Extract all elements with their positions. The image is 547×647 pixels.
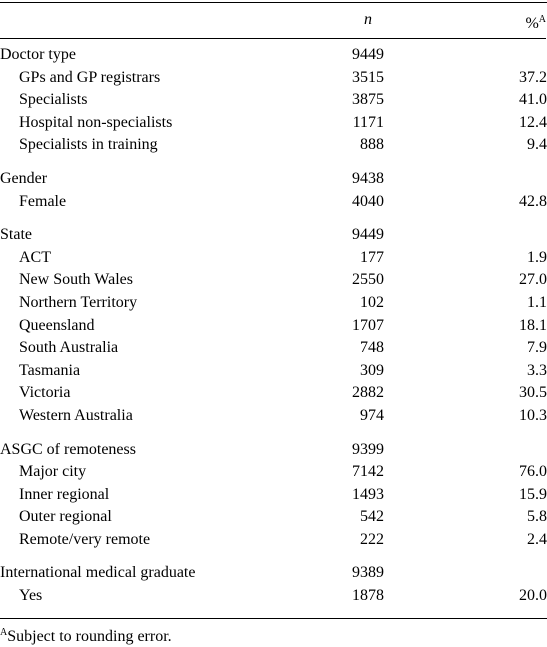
row-label: Female xyxy=(19,192,67,210)
row-n: 1171 xyxy=(352,113,384,131)
spacer-cell xyxy=(384,213,547,224)
spacer-cell xyxy=(0,213,300,224)
percent-label: % xyxy=(525,15,539,32)
section-label: International medical graduate xyxy=(0,564,196,582)
table-row xyxy=(0,405,547,428)
table-row xyxy=(0,585,547,608)
row-label: Queensland xyxy=(19,316,95,334)
section-n: 9399 xyxy=(352,440,384,458)
percent-footnote-marker: A xyxy=(538,14,546,25)
section-header-row xyxy=(0,168,547,191)
row-percent: 2.4 xyxy=(527,530,547,548)
row-percent: 27.0 xyxy=(519,271,547,289)
row-n: 888 xyxy=(360,136,384,154)
header-rule xyxy=(0,38,546,39)
row-percent: 9.4 xyxy=(527,136,547,154)
row-n: 1493 xyxy=(352,485,384,503)
row-label: New South Wales xyxy=(19,271,133,289)
column-header-percent xyxy=(525,10,546,30)
footnote-marker: A xyxy=(0,627,8,638)
footnote-text: Subject to rounding error. xyxy=(7,628,172,645)
row-label: Major city xyxy=(19,463,87,481)
footnote xyxy=(0,623,172,647)
section-header-row xyxy=(0,439,547,462)
row-percent: 1.9 xyxy=(527,248,547,266)
row-percent: 41.0 xyxy=(519,91,547,109)
data-table xyxy=(0,44,547,608)
section-header-row xyxy=(0,44,547,67)
row-n: 1878 xyxy=(352,587,384,605)
table-row xyxy=(0,506,547,529)
row-percent: 18.1 xyxy=(519,316,547,334)
column-header-n: n xyxy=(364,11,372,28)
row-n: 309 xyxy=(360,361,384,379)
row-label: Specialists in training xyxy=(19,136,158,154)
row-label: ACT xyxy=(19,248,51,266)
table-row xyxy=(0,292,547,315)
row-n: 1707 xyxy=(352,316,384,334)
spacer-cell xyxy=(384,551,547,562)
section-label: Doctor type xyxy=(0,46,76,63)
table-row xyxy=(0,269,547,292)
row-percent: 10.3 xyxy=(519,406,547,424)
table-row xyxy=(0,360,547,383)
section-n: 9438 xyxy=(352,169,384,187)
row-label: Victoria xyxy=(19,384,71,402)
row-label: Northern Territory xyxy=(19,293,138,311)
section-header-row xyxy=(0,562,547,585)
row-n: 102 xyxy=(360,293,384,311)
section-pct xyxy=(384,224,547,247)
row-percent: 37.2 xyxy=(519,68,547,86)
row-percent: 1.1 xyxy=(527,293,547,311)
row-percent: 30.5 xyxy=(519,384,547,402)
bottom-rule xyxy=(0,618,547,619)
row-n: 2882 xyxy=(352,384,384,402)
table-row xyxy=(0,134,547,157)
row-n: 974 xyxy=(360,406,384,424)
row-percent: 15.9 xyxy=(519,485,547,503)
spacer-cell xyxy=(300,157,384,168)
row-n: 3875 xyxy=(352,91,384,109)
row-label: Remote/very remote xyxy=(19,530,151,548)
row-label: Specialists xyxy=(19,91,88,109)
row-n: 3515 xyxy=(352,68,384,86)
table-row xyxy=(0,529,547,552)
table-row xyxy=(0,461,547,484)
row-label: Hospital non-specialists xyxy=(19,113,173,131)
table-body xyxy=(0,44,547,608)
row-label: Yes xyxy=(19,587,43,605)
section-n: 9449 xyxy=(352,46,384,63)
table-row xyxy=(0,67,547,90)
top-rule xyxy=(0,2,547,3)
table-row xyxy=(0,382,547,405)
spacer-cell xyxy=(300,213,384,224)
row-n: 542 xyxy=(360,508,384,526)
row-n: 177 xyxy=(360,248,384,266)
table-row xyxy=(0,191,547,214)
spacer-cell xyxy=(384,428,547,439)
table-row xyxy=(0,112,547,135)
section-spacer xyxy=(0,428,547,439)
section-n: 9389 xyxy=(352,564,384,582)
section-pct xyxy=(384,562,547,585)
section-label: Gender xyxy=(0,169,48,187)
row-label: Tasmania xyxy=(19,361,81,379)
table-row xyxy=(0,247,547,270)
row-n: 748 xyxy=(360,339,384,357)
section-label: ASGC of remoteness xyxy=(0,440,136,458)
section-spacer xyxy=(0,551,547,562)
row-label: Outer regional xyxy=(19,508,112,526)
spacer-cell xyxy=(300,551,384,562)
section-pct xyxy=(384,168,547,191)
section-header-row xyxy=(0,224,547,247)
section-label: State xyxy=(0,226,32,244)
row-label: Western Australia xyxy=(19,406,133,424)
table-row xyxy=(0,89,547,112)
row-percent: 12.4 xyxy=(519,113,547,131)
row-percent: 76.0 xyxy=(519,463,547,481)
row-n: 4040 xyxy=(352,192,384,210)
row-percent: 5.8 xyxy=(527,508,547,526)
table-row xyxy=(0,484,547,507)
spacer-cell xyxy=(384,157,547,168)
row-n: 222 xyxy=(360,530,384,548)
row-percent: 42.8 xyxy=(519,192,547,210)
section-spacer xyxy=(0,157,547,168)
row-label: GPs and GP registrars xyxy=(19,68,161,86)
row-percent: 20.0 xyxy=(519,587,547,605)
row-percent: 3.3 xyxy=(527,361,547,379)
row-label: South Australia xyxy=(19,339,119,357)
section-pct xyxy=(384,44,547,67)
table-row xyxy=(0,315,547,338)
spacer-cell xyxy=(0,428,300,439)
row-percent: 7.9 xyxy=(527,339,547,357)
spacer-cell xyxy=(300,428,384,439)
section-pct xyxy=(384,439,547,462)
section-spacer xyxy=(0,213,547,224)
row-n: 7142 xyxy=(352,463,384,481)
spacer-cell xyxy=(0,551,300,562)
spacer-cell xyxy=(0,157,300,168)
row-label: Inner regional xyxy=(19,485,110,503)
section-n: 9449 xyxy=(352,226,384,244)
row-n: 2550 xyxy=(352,271,384,289)
table-row xyxy=(0,337,547,360)
